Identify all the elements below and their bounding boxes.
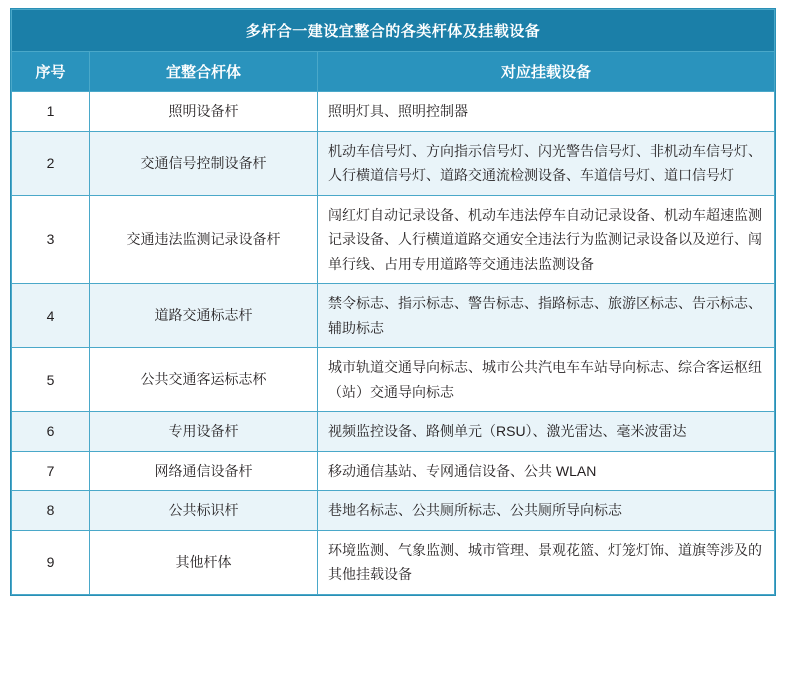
table-row <box>12 451 775 491</box>
row-devices: 机动车信号灯、方向指示信号灯、闪光警告信号灯、非机动车信号灯、人行横道信号灯、道路交通流检测设备、车道信号灯、道口信号灯 <box>318 131 775 195</box>
row-pole: 其他杆体 <box>90 530 318 594</box>
row-index: 3 <box>12 195 90 284</box>
table-row <box>12 131 775 195</box>
table-row <box>12 348 775 412</box>
row-devices: 闯红灯自动记录设备、机动车违法停车自动记录设备、机动车超速监测记录设备、人行横道道路交通安全违法行为监测记录设备以及逆行、闯单行线、占用专用道路等交通违法监测设备 <box>318 195 775 284</box>
table-row <box>12 284 775 348</box>
table-header-row <box>12 52 775 92</box>
row-pole: 交通信号控制设备杆 <box>90 131 318 195</box>
row-devices: 巷地名标志、公共厕所标志、公共厕所导向标志 <box>318 491 775 531</box>
row-devices: 环境监测、气象监测、城市管理、景观花篮、灯笼灯饰、道旗等涉及的其他挂载设备 <box>318 530 775 594</box>
row-pole: 公共标识杆 <box>90 491 318 531</box>
row-devices: 禁令标志、指示标志、警告标志、指路标志、旅游区标志、告示标志、辅助标志 <box>318 284 775 348</box>
row-pole: 照明设备杆 <box>90 92 318 132</box>
table-row <box>12 92 775 132</box>
row-pole: 交通违法监测记录设备杆 <box>90 195 318 284</box>
pole-integration-table-container <box>10 8 776 596</box>
row-devices: 视频监控设备、路侧单元（RSU）、激光雷达、毫米波雷达 <box>318 412 775 452</box>
row-index: 1 <box>12 92 90 132</box>
row-index: 5 <box>12 348 90 412</box>
row-devices: 移动通信基站、专网通信设备、公共 WLAN <box>318 451 775 491</box>
row-index: 9 <box>12 530 90 594</box>
table-title-row <box>12 10 775 52</box>
column-header-index: 序号 <box>12 52 90 92</box>
row-pole: 道路交通标志杆 <box>90 284 318 348</box>
row-index: 2 <box>12 131 90 195</box>
row-pole: 专用设备杆 <box>90 412 318 452</box>
table-row <box>12 491 775 531</box>
column-header-devices: 对应挂载设备 <box>318 52 775 92</box>
pole-integration-table <box>11 9 775 595</box>
table-body <box>12 10 775 595</box>
row-index: 4 <box>12 284 90 348</box>
row-devices: 城市轨道交通导向标志、城市公共汽电车车站导向标志、综合客运枢纽（站）交通导向标志 <box>318 348 775 412</box>
row-index: 8 <box>12 491 90 531</box>
row-pole: 网络通信设备杆 <box>90 451 318 491</box>
table-row <box>12 195 775 284</box>
row-index: 7 <box>12 451 90 491</box>
row-devices: 照明灯具、照明控制器 <box>318 92 775 132</box>
row-pole: 公共交通客运标志杯 <box>90 348 318 412</box>
row-index: 6 <box>12 412 90 452</box>
table-row <box>12 412 775 452</box>
table-row <box>12 530 775 594</box>
table-title: 多杆合一建设宜整合的各类杆体及挂载设备 <box>12 10 775 52</box>
column-header-pole: 宜整合杆体 <box>90 52 318 92</box>
